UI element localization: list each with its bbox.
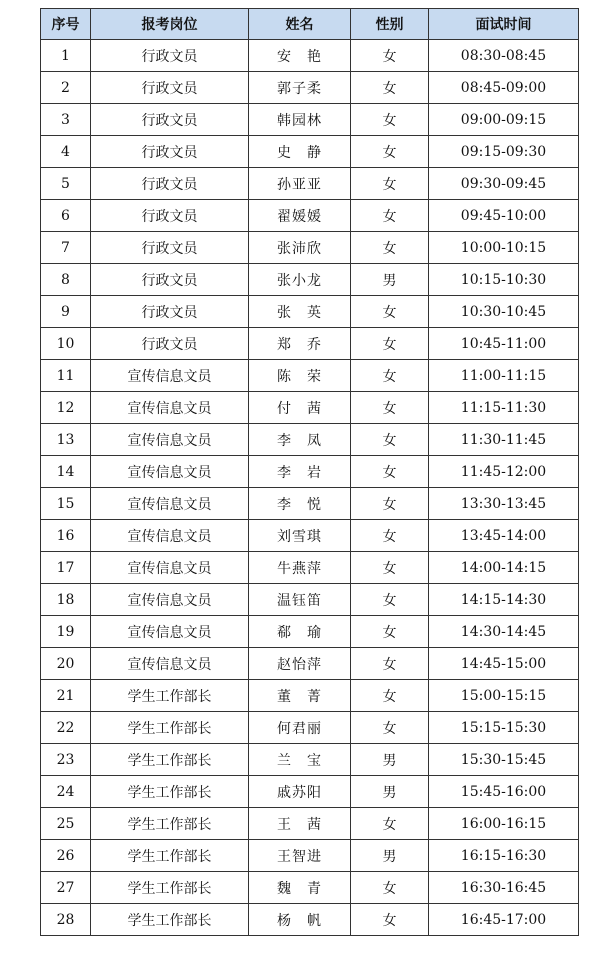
cell-name: 张 英 <box>249 296 351 328</box>
cell-seq: 24 <box>41 776 91 808</box>
table-row <box>41 680 579 712</box>
cell-seq: 22 <box>41 712 91 744</box>
cell-gender: 女 <box>351 328 429 360</box>
cell-time: 15:00-15:15 <box>429 680 579 712</box>
table-row <box>41 488 579 520</box>
cell-time: 16:00-16:15 <box>429 808 579 840</box>
cell-position: 宣传信息文员 <box>91 552 249 584</box>
cell-name: 李 悦 <box>249 488 351 520</box>
cell-time: 11:45-12:00 <box>429 456 579 488</box>
cell-name: 戚苏阳 <box>249 776 351 808</box>
cell-name: 魏 青 <box>249 872 351 904</box>
cell-gender: 女 <box>351 552 429 584</box>
cell-position: 行政文员 <box>91 328 249 360</box>
cell-name: 董 菁 <box>249 680 351 712</box>
cell-gender: 女 <box>351 392 429 424</box>
table-row <box>41 200 579 232</box>
cell-time: 16:15-16:30 <box>429 840 579 872</box>
cell-time: 11:00-11:15 <box>429 360 579 392</box>
cell-name: 郗 瑜 <box>249 616 351 648</box>
cell-seq: 2 <box>41 72 91 104</box>
cell-position: 宣传信息文员 <box>91 616 249 648</box>
cell-seq: 9 <box>41 296 91 328</box>
cell-time: 15:15-15:30 <box>429 712 579 744</box>
cell-name: 付 茜 <box>249 392 351 424</box>
cell-gender: 男 <box>351 264 429 296</box>
table-row <box>41 168 579 200</box>
cell-name: 刘雪琪 <box>249 520 351 552</box>
cell-gender: 女 <box>351 168 429 200</box>
cell-name: 兰 宝 <box>249 744 351 776</box>
cell-time: 09:00-09:15 <box>429 104 579 136</box>
cell-time: 14:30-14:45 <box>429 616 579 648</box>
table-row <box>41 232 579 264</box>
cell-name: 郭子柔 <box>249 72 351 104</box>
cell-position: 学生工作部长 <box>91 744 249 776</box>
cell-position: 宣传信息文员 <box>91 520 249 552</box>
table-row <box>41 296 579 328</box>
cell-seq: 7 <box>41 232 91 264</box>
cell-name: 郑 乔 <box>249 328 351 360</box>
cell-seq: 18 <box>41 584 91 616</box>
cell-position: 行政文员 <box>91 232 249 264</box>
table-row <box>41 744 579 776</box>
cell-name: 王 茜 <box>249 808 351 840</box>
table-row <box>41 872 579 904</box>
cell-seq: 12 <box>41 392 91 424</box>
table-row <box>41 552 579 584</box>
table-row <box>41 104 579 136</box>
table-row <box>41 648 579 680</box>
cell-gender: 女 <box>351 360 429 392</box>
table-row <box>41 584 579 616</box>
cell-name: 李 凤 <box>249 424 351 456</box>
cell-gender: 女 <box>351 808 429 840</box>
cell-gender: 女 <box>351 520 429 552</box>
cell-seq: 27 <box>41 872 91 904</box>
cell-time: 09:45-10:00 <box>429 200 579 232</box>
cell-time: 14:00-14:15 <box>429 552 579 584</box>
cell-seq: 5 <box>41 168 91 200</box>
cell-seq: 17 <box>41 552 91 584</box>
cell-gender: 女 <box>351 232 429 264</box>
table-row <box>41 264 579 296</box>
cell-name: 温钰笛 <box>249 584 351 616</box>
table-row <box>41 40 579 72</box>
cell-position: 学生工作部长 <box>91 872 249 904</box>
interview-schedule-table <box>40 8 579 936</box>
table-row <box>41 808 579 840</box>
cell-position: 行政文员 <box>91 200 249 232</box>
cell-position: 宣传信息文员 <box>91 584 249 616</box>
cell-position: 宣传信息文员 <box>91 648 249 680</box>
cell-name: 王智进 <box>249 840 351 872</box>
header-gender: 性别 <box>351 9 429 40</box>
cell-seq: 23 <box>41 744 91 776</box>
cell-time: 14:45-15:00 <box>429 648 579 680</box>
cell-position: 学生工作部长 <box>91 840 249 872</box>
cell-position: 行政文员 <box>91 40 249 72</box>
cell-gender: 男 <box>351 744 429 776</box>
cell-gender: 女 <box>351 104 429 136</box>
cell-seq: 26 <box>41 840 91 872</box>
cell-time: 10:30-10:45 <box>429 296 579 328</box>
cell-position: 学生工作部长 <box>91 776 249 808</box>
cell-seq: 13 <box>41 424 91 456</box>
cell-seq: 25 <box>41 808 91 840</box>
cell-seq: 8 <box>41 264 91 296</box>
table-row <box>41 72 579 104</box>
table-row <box>41 360 579 392</box>
cell-gender: 女 <box>351 904 429 936</box>
cell-gender: 女 <box>351 136 429 168</box>
cell-gender: 女 <box>351 456 429 488</box>
cell-gender: 女 <box>351 296 429 328</box>
cell-position: 行政文员 <box>91 168 249 200</box>
table-row <box>41 904 579 936</box>
cell-name: 何君丽 <box>249 712 351 744</box>
cell-position: 宣传信息文员 <box>91 392 249 424</box>
header-row <box>41 9 579 40</box>
table-row <box>41 712 579 744</box>
cell-seq: 10 <box>41 328 91 360</box>
cell-time: 15:45-16:00 <box>429 776 579 808</box>
table-row <box>41 424 579 456</box>
cell-seq: 6 <box>41 200 91 232</box>
table-row <box>41 776 579 808</box>
cell-position: 宣传信息文员 <box>91 456 249 488</box>
cell-seq: 14 <box>41 456 91 488</box>
cell-gender: 女 <box>351 680 429 712</box>
header-name: 姓名 <box>249 9 351 40</box>
cell-position: 行政文员 <box>91 296 249 328</box>
cell-time: 10:15-10:30 <box>429 264 579 296</box>
table-row <box>41 392 579 424</box>
cell-gender: 女 <box>351 488 429 520</box>
cell-gender: 女 <box>351 424 429 456</box>
cell-time: 16:30-16:45 <box>429 872 579 904</box>
table-row <box>41 840 579 872</box>
cell-name: 孙亚亚 <box>249 168 351 200</box>
table-row <box>41 456 579 488</box>
table-row <box>41 328 579 360</box>
cell-seq: 21 <box>41 680 91 712</box>
cell-seq: 15 <box>41 488 91 520</box>
cell-name: 张沛欣 <box>249 232 351 264</box>
cell-name: 张小龙 <box>249 264 351 296</box>
cell-time: 16:45-17:00 <box>429 904 579 936</box>
cell-position: 行政文员 <box>91 136 249 168</box>
cell-position: 学生工作部长 <box>91 904 249 936</box>
header-position: 报考岗位 <box>91 9 249 40</box>
cell-gender: 女 <box>351 648 429 680</box>
table-body <box>41 40 579 936</box>
cell-time: 11:30-11:45 <box>429 424 579 456</box>
cell-time: 13:30-13:45 <box>429 488 579 520</box>
cell-seq: 20 <box>41 648 91 680</box>
cell-name: 赵怡萍 <box>249 648 351 680</box>
cell-time: 13:45-14:00 <box>429 520 579 552</box>
cell-name: 牛燕萍 <box>249 552 351 584</box>
cell-time: 14:15-14:30 <box>429 584 579 616</box>
cell-gender: 女 <box>351 72 429 104</box>
cell-time: 08:45-09:00 <box>429 72 579 104</box>
header-time: 面试时间 <box>429 9 579 40</box>
table-header <box>41 9 579 40</box>
cell-time: 10:00-10:15 <box>429 232 579 264</box>
cell-time: 08:30-08:45 <box>429 40 579 72</box>
cell-name: 史 静 <box>249 136 351 168</box>
cell-name: 安 艳 <box>249 40 351 72</box>
cell-position: 宣传信息文员 <box>91 488 249 520</box>
table-row <box>41 520 579 552</box>
cell-time: 10:45-11:00 <box>429 328 579 360</box>
cell-name: 陈 荣 <box>249 360 351 392</box>
cell-name: 翟媛媛 <box>249 200 351 232</box>
cell-seq: 16 <box>41 520 91 552</box>
cell-seq: 28 <box>41 904 91 936</box>
header-seq: 序号 <box>41 9 91 40</box>
cell-gender: 女 <box>351 616 429 648</box>
cell-position: 宣传信息文员 <box>91 424 249 456</box>
cell-position: 宣传信息文员 <box>91 360 249 392</box>
cell-seq: 11 <box>41 360 91 392</box>
cell-seq: 19 <box>41 616 91 648</box>
cell-name: 李 岩 <box>249 456 351 488</box>
cell-position: 学生工作部长 <box>91 680 249 712</box>
cell-gender: 女 <box>351 712 429 744</box>
cell-position: 学生工作部长 <box>91 712 249 744</box>
cell-gender: 女 <box>351 872 429 904</box>
cell-time: 11:15-11:30 <box>429 392 579 424</box>
cell-gender: 男 <box>351 840 429 872</box>
cell-seq: 4 <box>41 136 91 168</box>
cell-position: 行政文员 <box>91 104 249 136</box>
cell-time: 09:15-09:30 <box>429 136 579 168</box>
cell-gender: 女 <box>351 40 429 72</box>
cell-gender: 男 <box>351 776 429 808</box>
cell-position: 学生工作部长 <box>91 808 249 840</box>
cell-gender: 女 <box>351 584 429 616</box>
cell-seq: 1 <box>41 40 91 72</box>
cell-time: 09:30-09:45 <box>429 168 579 200</box>
cell-position: 行政文员 <box>91 72 249 104</box>
cell-name: 韩园林 <box>249 104 351 136</box>
table-row <box>41 136 579 168</box>
cell-position: 行政文员 <box>91 264 249 296</box>
cell-seq: 3 <box>41 104 91 136</box>
cell-gender: 女 <box>351 200 429 232</box>
cell-name: 杨 帆 <box>249 904 351 936</box>
table-row <box>41 616 579 648</box>
cell-time: 15:30-15:45 <box>429 744 579 776</box>
